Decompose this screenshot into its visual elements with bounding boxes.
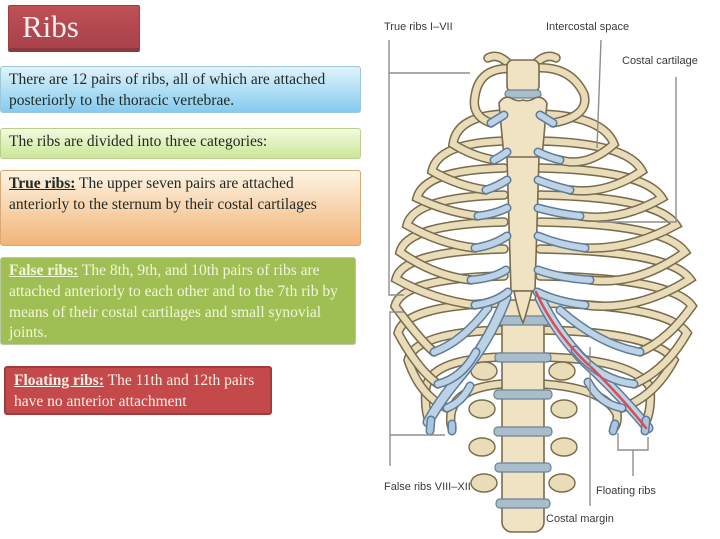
- t1-vertebra: [507, 60, 539, 92]
- label-true-ribs: True ribs I–VII: [384, 21, 453, 33]
- categories-text: The ribs are divided into three categories:: [9, 133, 268, 150]
- true-ribs-lead: True ribs:: [9, 175, 76, 192]
- floating-ribs-lead: Floating ribs:: [14, 372, 104, 389]
- page-title: Ribs: [22, 9, 79, 44]
- label-costal-margin: Costal margin: [546, 513, 614, 525]
- true-ribs-text: The upper seven pairs are attached anteriorly to the sternum by their costal cartilages: [9, 175, 317, 213]
- label-costal-cartilage: Costal cartilage: [622, 55, 698, 67]
- label-floating-ribs: Floating ribs: [596, 485, 656, 497]
- intro-text: There are 12 pairs of ribs, all of which are attached posteriorly to the thoracic vertebrae.: [9, 71, 326, 109]
- floating-ribs-leader: [618, 433, 648, 476]
- false-ribs-lead: False ribs:: [9, 262, 79, 279]
- floating-ribs-text: The 11th and 12th pairs have no anterior attachment: [14, 372, 255, 410]
- label-intercostal-space: Intercostal space: [546, 21, 630, 33]
- false-ribs-text: The 8th, 9th, and 10th pairs of ribs are attached anteriorly to each other and to the 7th rib by means of their costal cartilages and small synovial joints.: [9, 262, 338, 342]
- label-false-ribs: False ribs VIII–XII: [384, 481, 471, 493]
